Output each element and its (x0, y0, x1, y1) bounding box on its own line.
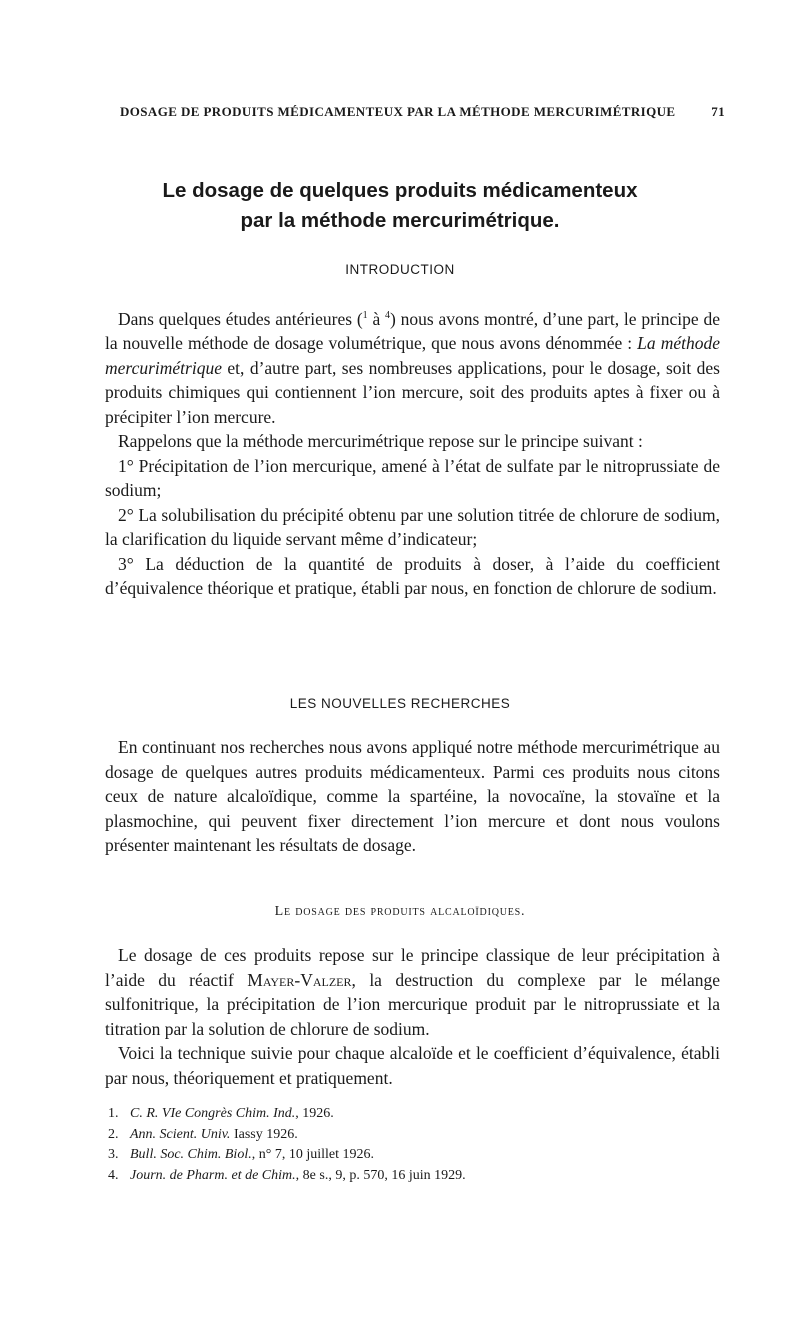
list-item: 1° Précipitation de l’ion mercurique, amené à l’état de sulfate par le nitroprussiate de sodium; (105, 455, 720, 501)
list-item: 2° La solubilisation du précipité obtenu par une solution titrée de chlorure de sodium, la clarification du liquide servant même d’indicateur; (105, 504, 720, 550)
paragraph: Voici la technique suivie pour chaque alcaloïde et le coefficient d’équivalence, établi par nous, théoriquement et pratiquement. (105, 1043, 720, 1088)
paragraph: En continuant nos recherches nous avons appliqué notre méthode mercurimétrique au dosage de quelques autres produits médicamenteux. Parmi ces produits nous citons ceux de nature alcaloïdique, comme la spartéine, la novocaïne, la stovaïne et la plasmochine, qui peuvent fixer directement l’ion mercure et dont nous voulons présenter maintenant les résultats de dosage. (105, 737, 720, 855)
section-heading-new-research: LES NOUVELLES RECHERCHES (289, 696, 511, 711)
list-item: 3° La déduction de la quantité de produits à doser, à l’aide du coefficient d’équivalence théorique et pratique, établi par nous, en fonction de chlorure de sodium. (105, 553, 720, 599)
footnote: 4. Journ. de Pharm. et de Chim., 8e s., 9, p. 570, 16 juin 1929. (108, 1167, 466, 1183)
alkaloids-body (105, 943, 720, 1090)
introduction-body (105, 304, 720, 601)
section-heading-introduction: INTRODUCTION (345, 262, 455, 277)
running-title: DOSAGE DE PRODUITS MÉDICAMENTEUX PAR LA MÉTHODE MERCURIMÉTRIQUE (120, 104, 676, 119)
reagent-name: Mayer-Valzer (247, 969, 352, 990)
method-name: La méthode mercurimétrique (105, 333, 720, 378)
footnote: 2. Ann. Scient. Univ. Iassy 1926. (108, 1126, 298, 1142)
article-title-line-1: Le dosage de quelques produits médicamenteux (162, 179, 638, 202)
paragraph: Rappelons que la méthode mercurimétrique repose sur le principe suivant : (118, 431, 643, 452)
article-title (0, 176, 800, 236)
running-header (120, 104, 725, 120)
section-heading-alkaloids: Le dosage des produits alcaloïdiques. (274, 904, 526, 919)
paragraph: Le dosage de ces produits repose sur le principe classique de leur précipitation à l’aide du réactif Mayer-Valzer, la destruction du complexe par le mélange sulfonitrique, la précipitation de l’ion mercurique produit par le nitroprussiate et la titration par la solution de chlorure de sodium. (105, 945, 720, 1039)
article-title-line-2: par la méthode mercurimétrique. (240, 209, 560, 232)
footnotes (108, 1104, 708, 1186)
page-number: 71 (711, 104, 725, 119)
new-research-body (105, 735, 720, 858)
reference-end: 4 (385, 310, 391, 321)
footnote: 3. Bull. Soc. Chim. Biol., n° 7, 10 juillet 1926. (108, 1147, 374, 1162)
footnote: 1. C. R. VIe Congrès Chim. Ind., 1926. (108, 1106, 334, 1121)
reference-start: 1 (362, 310, 368, 321)
paragraph: Dans quelques études antérieures ($^1$ à $^4$) nous avons montré, d’une part, le principe de la nouvelle méthode de dosage volumétrique, que nous avons dénommée : La méthode mercurimétrique et, d’autre part, ses nombreuses applications, pour le dosage, soit des produits chimiques qui contiennent l’ion mercure, soit des produits aptes à fixer ou à précipiter l’ion mercure. (105, 308, 721, 427)
